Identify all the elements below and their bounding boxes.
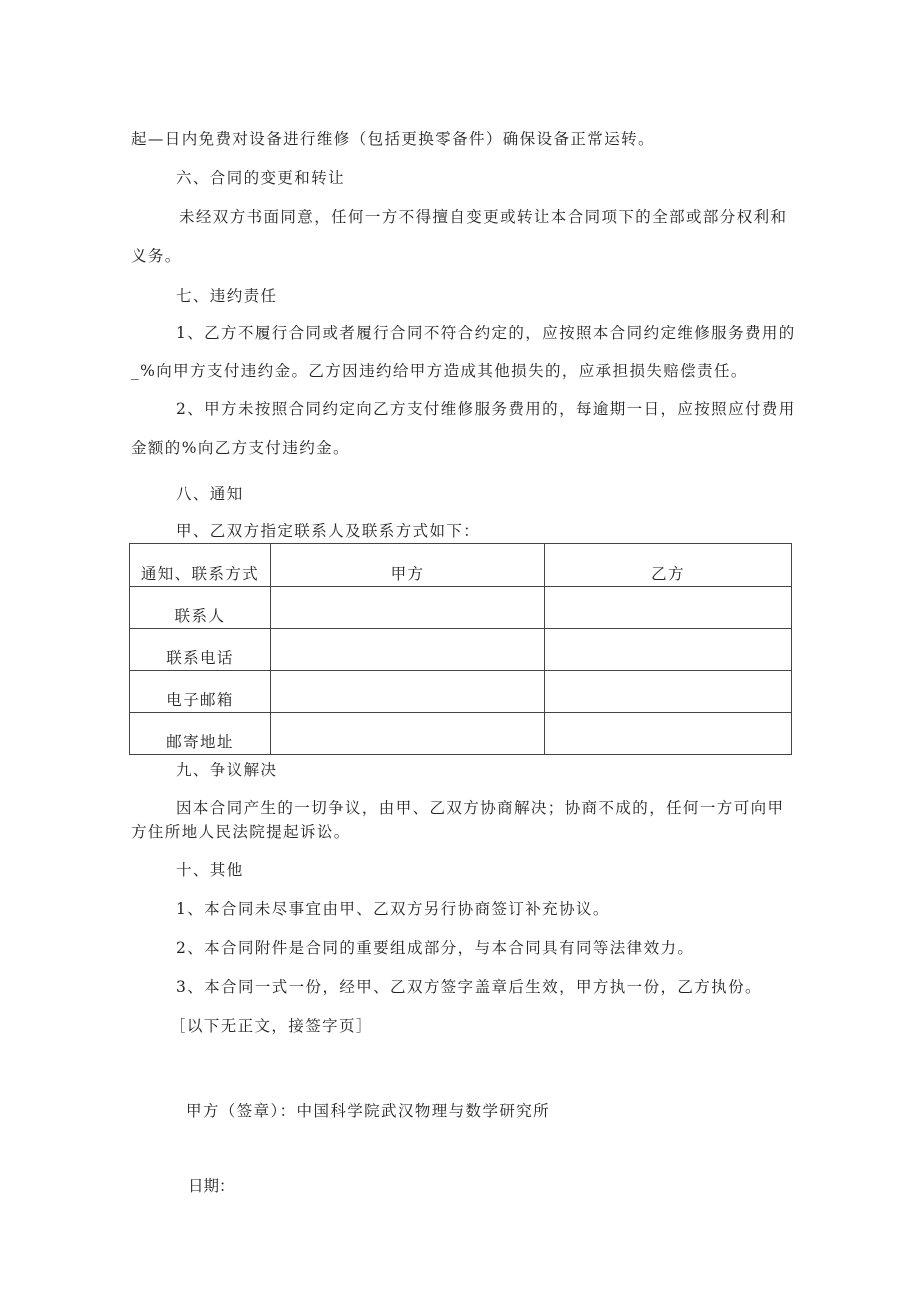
paragraph-line: 义务。 xyxy=(131,247,182,265)
paragraph-line: 未经双方书面同意，任何一方不得擅自变更或转让本合同项下的全部或部分权利和 xyxy=(179,208,788,226)
table-row xyxy=(130,713,792,755)
table-cell xyxy=(271,671,545,713)
table-cell xyxy=(271,713,545,755)
table-header-cell: 通知、联系方式 xyxy=(130,544,271,587)
table-header-cell: 甲方 xyxy=(271,544,545,587)
paragraph-line: 1、本合同未尽事宜由甲、乙双方另行协商签订补充协议。 xyxy=(176,900,610,918)
section-heading-6: 六、合同的变更和转让 xyxy=(176,169,346,187)
paragraph-line: _%向甲方支付违约金。乙方因违约给甲方造成其他损失的，应承担损失赔偿责任。 xyxy=(131,362,748,380)
contact-table xyxy=(129,543,792,755)
table-cell xyxy=(545,713,792,755)
table-row xyxy=(130,587,792,629)
paragraph-line: 1、乙方不履行合同或者履行合同不符合约定的，应按照本合同约定维修服务费用的 xyxy=(176,324,796,342)
table-cell xyxy=(545,629,792,671)
table-cell xyxy=(545,671,792,713)
table-header-row xyxy=(130,544,792,587)
paragraph-line: 2、甲方未按照合同约定向乙方支付维修服务费用的，每逾期一日，应按照应付费用 xyxy=(176,400,796,418)
section-heading-8: 八、通知 xyxy=(176,485,244,503)
paragraph-line: 3、本合同一式一份，经甲、乙双方签字盖章后生效，甲方执一份，乙方执份。 xyxy=(176,978,762,996)
paragraph-line: 金额的%向乙方支付违约金。 xyxy=(131,439,350,457)
table-cell xyxy=(271,629,545,671)
table-row-label: 邮寄地址 xyxy=(130,713,271,755)
table-row-label: 电子邮箱 xyxy=(130,671,271,713)
table-row xyxy=(130,671,792,713)
paragraph-line: 因本合同产生的一切争议，由甲、乙双方协商解决；协商不成的，任何一方可向甲 xyxy=(176,799,785,817)
paragraph-line: 起—日内免费对设备进行维修（包括更换零备件）确保设备正常运转。 xyxy=(131,130,655,148)
table-row-label: 联系电话 xyxy=(130,629,271,671)
section-heading-7: 七、违约责任 xyxy=(176,287,278,305)
section-heading-9: 九、争议解决 xyxy=(176,761,278,779)
end-note: ［以下无正文，接签字页］ xyxy=(170,1017,373,1035)
table-row xyxy=(130,629,792,671)
table-header-cell: 乙方 xyxy=(545,544,792,587)
section-heading-10: 十、其他 xyxy=(176,861,244,879)
table-row-label: 联系人 xyxy=(130,587,271,629)
signature-party-a: 甲方（签章）：中国科学院武汉物理与数学研究所 xyxy=(186,1102,551,1120)
table-cell xyxy=(545,587,792,629)
signature-date: 日期： xyxy=(188,1177,235,1195)
paragraph-line: 甲、乙双方指定联系人及联系方式如下： xyxy=(176,522,481,540)
paragraph-line: 方住所地人民法院提起诉讼。 xyxy=(131,823,351,841)
table-cell xyxy=(271,587,545,629)
paragraph-line: 2、本合同附件是合同的重要组成部分，与本合同具有同等法律效力。 xyxy=(176,939,695,957)
